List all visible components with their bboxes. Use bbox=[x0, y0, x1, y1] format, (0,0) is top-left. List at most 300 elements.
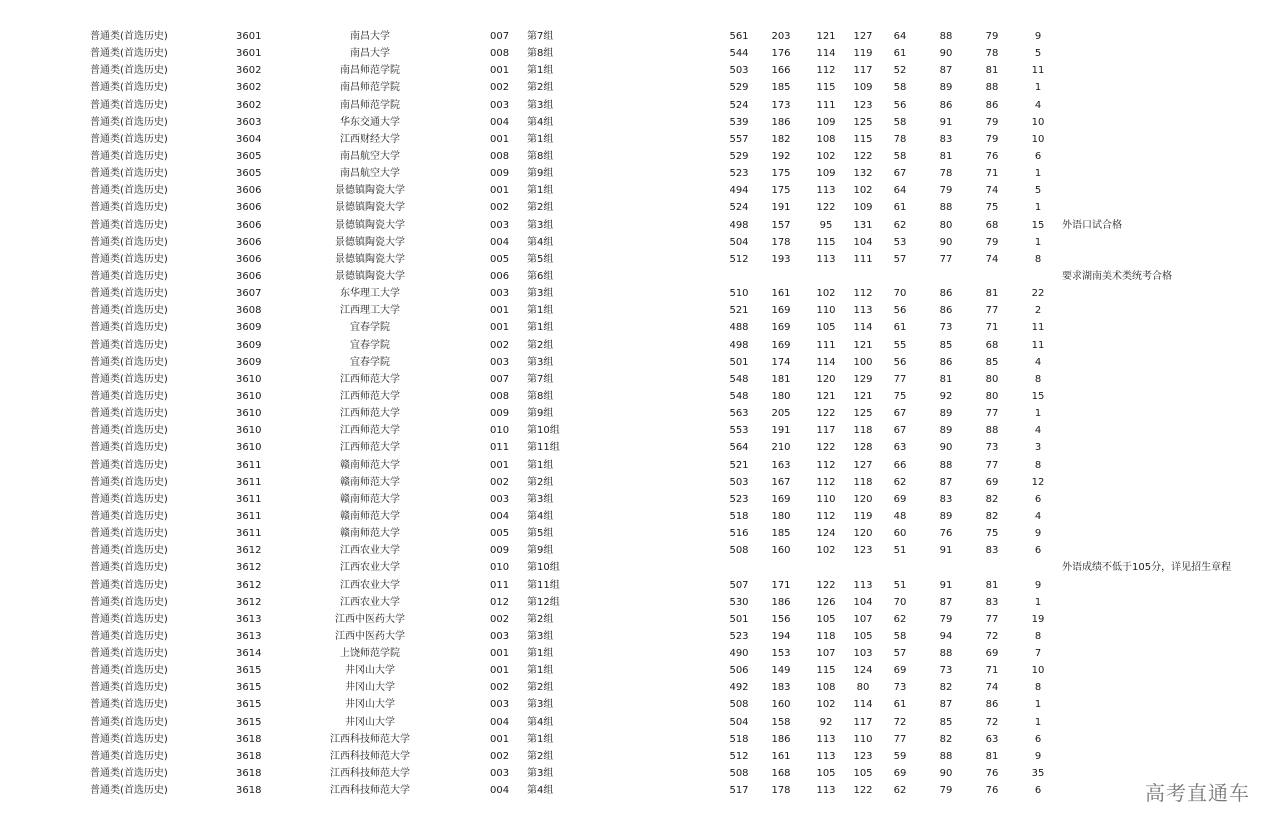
group-name-cell: 第1组 bbox=[527, 733, 554, 745]
category-cell: 普通类(首选历史) bbox=[90, 339, 168, 351]
score-cell: 105 bbox=[816, 768, 836, 780]
score-cell: 122 bbox=[853, 150, 873, 162]
score-cell: 564 bbox=[729, 442, 749, 454]
table-row bbox=[0, 525, 1280, 542]
school-name-cell: 井冈山大学 bbox=[345, 682, 395, 694]
group-name-cell: 第10组 bbox=[527, 562, 560, 574]
count-cell: 12 bbox=[1031, 476, 1045, 488]
score-cell: 185 bbox=[771, 82, 791, 94]
school-code-cell: 3609 bbox=[236, 339, 262, 351]
score-cell: 132 bbox=[853, 168, 873, 180]
score-cell: 126 bbox=[816, 596, 836, 608]
school-code-cell: 3608 bbox=[236, 305, 262, 317]
category-cell: 普通类(首选历史) bbox=[90, 305, 168, 317]
count-cell: 1 bbox=[1034, 716, 1042, 728]
count-cell: 9 bbox=[1034, 579, 1042, 591]
group-name-cell: 第9组 bbox=[527, 545, 554, 557]
category-cell: 普通类(首选历史) bbox=[90, 253, 168, 265]
group-name-cell: 第4组 bbox=[527, 236, 554, 248]
school-name-cell: 江西农业大学 bbox=[340, 562, 400, 574]
score-cell: 175 bbox=[771, 168, 791, 180]
school-code-cell: 3607 bbox=[236, 288, 262, 300]
score-cell: 113 bbox=[816, 733, 836, 745]
group-name-cell: 第1组 bbox=[527, 133, 554, 145]
school-name-cell: 东华理工大学 bbox=[340, 288, 400, 300]
count-cell: 7 bbox=[1034, 648, 1042, 660]
score-cell: 127 bbox=[853, 459, 873, 471]
school-code-cell: 3610 bbox=[236, 425, 262, 437]
group-name-cell: 第12组 bbox=[527, 596, 560, 608]
count-cell: 4 bbox=[1034, 99, 1042, 111]
score-cell: 518 bbox=[729, 733, 749, 745]
table-row bbox=[0, 165, 1280, 182]
group-code-cell: 003 bbox=[490, 219, 510, 231]
group-code-cell: 002 bbox=[490, 339, 510, 351]
score-cell: 120 bbox=[816, 373, 836, 385]
score-cell: 79 bbox=[985, 31, 999, 42]
score-cell: 92 bbox=[819, 716, 833, 728]
count-cell: 1 bbox=[1034, 408, 1042, 420]
score-cell: 119 bbox=[853, 510, 873, 522]
score-cell: 210 bbox=[771, 442, 791, 454]
category-cell: 普通类(首选历史) bbox=[90, 648, 168, 660]
group-name-cell: 第3组 bbox=[527, 768, 554, 780]
score-cell: 74 bbox=[985, 253, 999, 265]
school-code-cell: 3606 bbox=[236, 202, 262, 214]
score-cell: 121 bbox=[853, 339, 873, 351]
school-name-cell: 江西科技师范大学 bbox=[330, 785, 410, 797]
score-cell: 102 bbox=[853, 185, 873, 197]
score-cell: 83 bbox=[939, 133, 953, 145]
watermark: 高考直通车 bbox=[1145, 781, 1250, 805]
group-code-cell: 003 bbox=[490, 356, 510, 368]
school-name-cell: 井冈山大学 bbox=[345, 665, 395, 677]
score-cell: 75 bbox=[985, 528, 999, 540]
score-cell: 175 bbox=[771, 185, 791, 197]
score-cell: 102 bbox=[816, 150, 836, 162]
score-cell: 109 bbox=[853, 202, 873, 214]
score-cell: 76 bbox=[985, 785, 999, 797]
score-cell: 157 bbox=[771, 219, 791, 231]
score-cell: 67 bbox=[893, 425, 907, 437]
score-cell: 79 bbox=[939, 185, 953, 197]
score-cell: 74 bbox=[985, 682, 999, 694]
score-cell: 90 bbox=[939, 768, 953, 780]
score-cell: 492 bbox=[729, 682, 749, 694]
school-code-cell: 3602 bbox=[236, 65, 262, 77]
score-cell: 72 bbox=[985, 630, 999, 642]
score-cell: 517 bbox=[729, 785, 749, 797]
group-code-cell: 003 bbox=[490, 493, 510, 505]
score-cell: 111 bbox=[816, 99, 836, 111]
score-cell: 125 bbox=[853, 116, 873, 128]
score-cell: 118 bbox=[816, 630, 836, 642]
score-cell: 77 bbox=[893, 733, 907, 745]
note-cell: 要求湖南美术类统考合格 bbox=[1062, 270, 1172, 282]
category-cell: 普通类(首选历史) bbox=[90, 373, 168, 385]
score-cell: 80 bbox=[939, 219, 953, 231]
score-cell: 186 bbox=[771, 733, 791, 745]
count-cell: 1 bbox=[1034, 202, 1042, 214]
score-cell: 88 bbox=[939, 202, 953, 214]
score-cell: 113 bbox=[853, 305, 873, 317]
score-cell: 160 bbox=[771, 545, 791, 557]
table-row bbox=[0, 97, 1280, 114]
group-name-cell: 第1组 bbox=[527, 185, 554, 197]
score-cell: 548 bbox=[729, 373, 749, 385]
school-name-cell: 江西中医药大学 bbox=[335, 630, 405, 642]
score-cell: 185 bbox=[771, 528, 791, 540]
group-name-cell: 第1组 bbox=[527, 665, 554, 677]
school-name-cell: 景德镇陶瓷大学 bbox=[335, 253, 405, 265]
score-cell: 57 bbox=[893, 648, 907, 660]
score-cell: 523 bbox=[729, 168, 749, 180]
school-name-cell: 江西师范大学 bbox=[340, 408, 400, 420]
table-row bbox=[0, 62, 1280, 79]
score-cell: 498 bbox=[729, 339, 749, 351]
table-row bbox=[0, 542, 1280, 559]
score-cell: 77 bbox=[985, 408, 999, 420]
category-cell: 普通类(首选历史) bbox=[90, 785, 168, 797]
score-cell: 122 bbox=[853, 785, 873, 797]
score-cell: 104 bbox=[853, 596, 873, 608]
score-cell: 79 bbox=[939, 613, 953, 625]
score-cell: 73 bbox=[939, 665, 953, 677]
group-code-cell: 009 bbox=[490, 545, 510, 557]
score-cell: 90 bbox=[939, 236, 953, 248]
school-code-cell: 3610 bbox=[236, 390, 262, 402]
count-cell: 8 bbox=[1034, 459, 1042, 471]
score-cell: 51 bbox=[893, 545, 907, 557]
score-cell: 191 bbox=[771, 202, 791, 214]
table-row bbox=[0, 45, 1280, 62]
school-name-cell: 南昌航空大学 bbox=[340, 150, 400, 162]
group-name-cell: 第2组 bbox=[527, 750, 554, 762]
group-code-cell: 010 bbox=[490, 425, 510, 437]
category-cell: 普通类(首选历史) bbox=[90, 99, 168, 111]
school-code-cell: 3606 bbox=[236, 236, 262, 248]
group-code-cell: 011 bbox=[490, 442, 510, 454]
school-name-cell: 南昌大学 bbox=[350, 48, 390, 60]
score-cell: 71 bbox=[985, 665, 999, 677]
table-row bbox=[0, 508, 1280, 525]
count-cell: 1 bbox=[1034, 236, 1042, 248]
school-code-cell: 3615 bbox=[236, 716, 262, 728]
category-cell: 普通类(首选历史) bbox=[90, 665, 168, 677]
group-name-cell: 第8组 bbox=[527, 48, 554, 60]
score-cell: 117 bbox=[853, 65, 873, 77]
score-cell: 78 bbox=[939, 168, 953, 180]
table-row bbox=[0, 388, 1280, 405]
table-row bbox=[0, 422, 1280, 439]
score-cell: 69 bbox=[893, 665, 907, 677]
school-name-cell: 南昌师范学院 bbox=[340, 65, 400, 77]
score-cell: 192 bbox=[771, 150, 791, 162]
score-cell: 61 bbox=[893, 322, 907, 334]
category-cell: 普通类(首选历史) bbox=[90, 116, 168, 128]
count-cell: 10 bbox=[1031, 133, 1045, 145]
count-cell: 5 bbox=[1034, 185, 1042, 197]
score-cell: 91 bbox=[939, 545, 953, 557]
score-cell: 88 bbox=[985, 82, 999, 94]
count-cell: 15 bbox=[1031, 390, 1045, 402]
score-cell: 48 bbox=[893, 510, 907, 522]
score-cell: 80 bbox=[985, 373, 999, 385]
score-cell: 169 bbox=[771, 305, 791, 317]
group-name-cell: 第3组 bbox=[527, 288, 554, 300]
score-cell: 88 bbox=[939, 750, 953, 762]
group-name-cell: 第1组 bbox=[527, 459, 554, 471]
score-cell: 118 bbox=[853, 476, 873, 488]
school-name-cell: 景德镇陶瓷大学 bbox=[335, 270, 405, 282]
score-cell: 87 bbox=[939, 476, 953, 488]
group-name-cell: 第3组 bbox=[527, 219, 554, 231]
score-cell: 57 bbox=[893, 253, 907, 265]
school-name-cell: 江西师范大学 bbox=[340, 425, 400, 437]
score-cell: 81 bbox=[985, 288, 999, 300]
group-code-cell: 003 bbox=[490, 699, 510, 711]
group-code-cell: 001 bbox=[490, 322, 510, 334]
score-cell: 561 bbox=[729, 31, 749, 42]
school-code-cell: 3611 bbox=[236, 528, 262, 540]
count-cell: 1 bbox=[1034, 82, 1042, 94]
count-cell: 15 bbox=[1031, 219, 1045, 231]
score-cell: 107 bbox=[853, 613, 873, 625]
count-cell: 1 bbox=[1034, 596, 1042, 608]
group-name-cell: 第2组 bbox=[527, 476, 554, 488]
score-cell: 203 bbox=[771, 31, 791, 42]
score-cell: 78 bbox=[893, 133, 907, 145]
score-cell: 191 bbox=[771, 425, 791, 437]
score-cell: 166 bbox=[771, 65, 791, 77]
group-name-cell: 第4组 bbox=[527, 785, 554, 797]
score-cell: 110 bbox=[853, 733, 873, 745]
score-cell: 115 bbox=[853, 133, 873, 145]
score-cell: 127 bbox=[853, 31, 873, 42]
score-cell: 524 bbox=[729, 202, 749, 214]
table-row bbox=[0, 182, 1280, 199]
score-cell: 124 bbox=[853, 665, 873, 677]
score-cell: 89 bbox=[939, 425, 953, 437]
group-code-cell: 001 bbox=[490, 133, 510, 145]
score-cell: 74 bbox=[985, 185, 999, 197]
score-cell: 76 bbox=[939, 528, 953, 540]
score-cell: 173 bbox=[771, 99, 791, 111]
score-cell: 521 bbox=[729, 305, 749, 317]
score-cell: 82 bbox=[985, 493, 999, 505]
group-name-cell: 第3组 bbox=[527, 699, 554, 711]
school-code-cell: 3602 bbox=[236, 99, 262, 111]
score-cell: 114 bbox=[816, 48, 836, 60]
score-cell: 205 bbox=[771, 408, 791, 420]
score-cell: 544 bbox=[729, 48, 749, 60]
score-cell: 77 bbox=[985, 305, 999, 317]
school-name-cell: 江西科技师范大学 bbox=[330, 768, 410, 780]
category-cell: 普通类(首选历史) bbox=[90, 733, 168, 745]
school-code-cell: 3611 bbox=[236, 476, 262, 488]
score-cell: 523 bbox=[729, 493, 749, 505]
school-name-cell: 江西师范大学 bbox=[340, 442, 400, 454]
table-row bbox=[0, 337, 1280, 354]
score-cell: 77 bbox=[893, 373, 907, 385]
score-cell: 504 bbox=[729, 236, 749, 248]
count-cell: 9 bbox=[1034, 750, 1042, 762]
score-cell: 122 bbox=[816, 579, 836, 591]
school-code-cell: 3606 bbox=[236, 270, 262, 282]
table-row bbox=[0, 594, 1280, 611]
score-cell: 174 bbox=[771, 356, 791, 368]
score-cell: 512 bbox=[729, 253, 749, 265]
group-name-cell: 第6组 bbox=[527, 270, 554, 282]
score-cell: 124 bbox=[816, 528, 836, 540]
score-cell: 119 bbox=[853, 48, 873, 60]
category-cell: 普通类(首选历史) bbox=[90, 768, 168, 780]
group-name-cell: 第4组 bbox=[527, 116, 554, 128]
count-cell: 6 bbox=[1034, 733, 1042, 745]
category-cell: 普通类(首选历史) bbox=[90, 133, 168, 145]
table-row bbox=[0, 645, 1280, 662]
score-cell: 112 bbox=[816, 476, 836, 488]
group-code-cell: 002 bbox=[490, 82, 510, 94]
score-cell: 60 bbox=[893, 528, 907, 540]
score-cell: 56 bbox=[893, 356, 907, 368]
score-cell: 186 bbox=[771, 596, 791, 608]
score-cell: 102 bbox=[816, 545, 836, 557]
count-cell: 6 bbox=[1034, 493, 1042, 505]
table-row bbox=[0, 371, 1280, 388]
group-name-cell: 第4组 bbox=[527, 510, 554, 522]
group-code-cell: 004 bbox=[490, 116, 510, 128]
count-cell: 4 bbox=[1034, 425, 1042, 437]
count-cell: 9 bbox=[1034, 31, 1042, 42]
school-name-cell: 赣南师范大学 bbox=[340, 493, 400, 505]
category-cell: 普通类(首选历史) bbox=[90, 322, 168, 334]
score-cell: 112 bbox=[853, 288, 873, 300]
note-cell: 外语成绩不低于105分，详见招生章程 bbox=[1062, 562, 1232, 574]
score-cell: 156 bbox=[771, 613, 791, 625]
score-cell: 109 bbox=[853, 82, 873, 94]
score-cell: 125 bbox=[853, 408, 873, 420]
school-name-cell: 赣南师范大学 bbox=[340, 476, 400, 488]
category-cell: 普通类(首选历史) bbox=[90, 630, 168, 642]
group-code-cell: 001 bbox=[490, 185, 510, 197]
school-name-cell: 景德镇陶瓷大学 bbox=[335, 185, 405, 197]
score-cell: 94 bbox=[939, 630, 953, 642]
score-cell: 69 bbox=[985, 648, 999, 660]
score-cell: 86 bbox=[939, 356, 953, 368]
school-code-cell: 3606 bbox=[236, 185, 262, 197]
school-code-cell: 3615 bbox=[236, 665, 262, 677]
score-cell: 63 bbox=[893, 442, 907, 454]
school-code-cell: 3614 bbox=[236, 648, 262, 660]
score-cell: 529 bbox=[729, 150, 749, 162]
group-code-cell: 005 bbox=[490, 253, 510, 265]
group-code-cell: 001 bbox=[490, 665, 510, 677]
score-cell: 488 bbox=[729, 322, 749, 334]
count-cell: 5 bbox=[1034, 48, 1042, 60]
score-cell: 70 bbox=[893, 596, 907, 608]
score-cell: 76 bbox=[985, 150, 999, 162]
group-code-cell: 001 bbox=[490, 648, 510, 660]
group-name-cell: 第5组 bbox=[527, 253, 554, 265]
school-code-cell: 3612 bbox=[236, 562, 262, 574]
score-cell: 111 bbox=[853, 253, 873, 265]
score-cell: 186 bbox=[771, 116, 791, 128]
score-cell: 112 bbox=[816, 459, 836, 471]
score-cell: 52 bbox=[893, 65, 907, 77]
score-cell: 75 bbox=[893, 390, 907, 402]
group-name-cell: 第9组 bbox=[527, 168, 554, 180]
group-name-cell: 第7组 bbox=[527, 31, 554, 42]
count-cell: 4 bbox=[1034, 356, 1042, 368]
score-cell: 171 bbox=[771, 579, 791, 591]
school-code-cell: 3612 bbox=[236, 596, 262, 608]
count-cell: 4 bbox=[1034, 510, 1042, 522]
table-row bbox=[0, 268, 1280, 285]
score-cell: 81 bbox=[985, 750, 999, 762]
school-name-cell: 南昌师范学院 bbox=[340, 99, 400, 111]
score-cell: 503 bbox=[729, 476, 749, 488]
group-code-cell: 003 bbox=[490, 630, 510, 642]
score-cell: 73 bbox=[939, 322, 953, 334]
category-cell: 普通类(首选历史) bbox=[90, 596, 168, 608]
count-cell: 9 bbox=[1034, 528, 1042, 540]
score-cell: 123 bbox=[853, 99, 873, 111]
score-cell: 87 bbox=[939, 699, 953, 711]
score-cell: 110 bbox=[816, 305, 836, 317]
score-cell: 512 bbox=[729, 750, 749, 762]
score-cell: 161 bbox=[771, 288, 791, 300]
school-name-cell: 南昌师范学院 bbox=[340, 82, 400, 94]
count-cell: 11 bbox=[1031, 65, 1045, 77]
score-cell: 121 bbox=[853, 390, 873, 402]
category-cell: 普通类(首选历史) bbox=[90, 699, 168, 711]
school-name-cell: 上饶师范学院 bbox=[340, 648, 400, 660]
score-cell: 508 bbox=[729, 768, 749, 780]
score-cell: 73 bbox=[985, 442, 999, 454]
score-cell: 90 bbox=[939, 442, 953, 454]
score-cell: 56 bbox=[893, 305, 907, 317]
count-cell: 22 bbox=[1031, 288, 1045, 300]
score-cell: 82 bbox=[939, 682, 953, 694]
group-code-cell: 002 bbox=[490, 476, 510, 488]
score-cell: 81 bbox=[939, 373, 953, 385]
group-code-cell: 009 bbox=[490, 168, 510, 180]
score-cell: 59 bbox=[893, 750, 907, 762]
count-cell: 6 bbox=[1034, 545, 1042, 557]
school-code-cell: 3615 bbox=[236, 699, 262, 711]
category-cell: 普通类(首选历史) bbox=[90, 493, 168, 505]
score-cell: 55 bbox=[893, 339, 907, 351]
table-row bbox=[0, 28, 1280, 45]
table-row bbox=[0, 696, 1280, 713]
group-code-cell: 002 bbox=[490, 750, 510, 762]
score-cell: 87 bbox=[939, 65, 953, 77]
score-cell: 64 bbox=[893, 31, 907, 42]
score-cell: 105 bbox=[853, 768, 873, 780]
school-code-cell: 3611 bbox=[236, 459, 262, 471]
score-cell: 523 bbox=[729, 630, 749, 642]
score-cell: 180 bbox=[771, 510, 791, 522]
score-cell: 504 bbox=[729, 716, 749, 728]
score-cell: 115 bbox=[816, 82, 836, 94]
score-cell: 112 bbox=[816, 65, 836, 77]
table-row bbox=[0, 679, 1280, 696]
school-code-cell: 3618 bbox=[236, 750, 262, 762]
count-cell: 2 bbox=[1034, 305, 1042, 317]
score-cell: 81 bbox=[985, 65, 999, 77]
school-code-cell: 3606 bbox=[236, 253, 262, 265]
